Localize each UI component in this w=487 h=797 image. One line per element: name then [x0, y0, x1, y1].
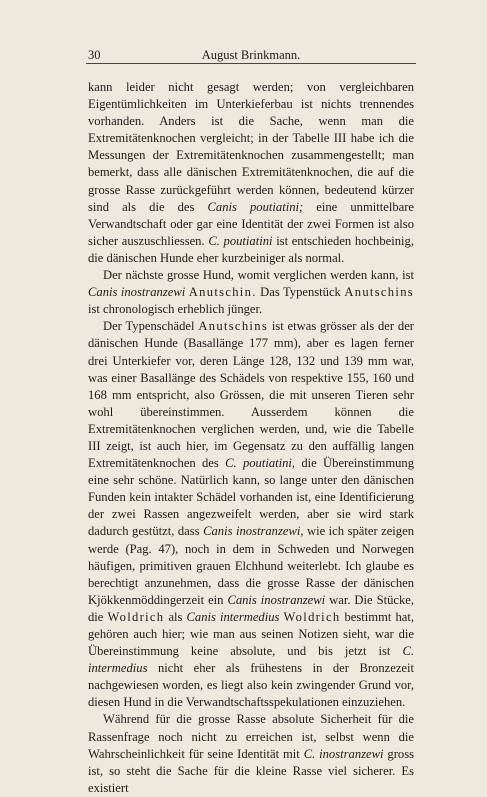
- text-run: die Übereinstimmung eine sehr schöne. Natürlich kann, so lange unter den dänischen Funden kein intakter Schädel vorhanden ist, eine Identificierung der zwei Rassen angezweifelt werden, aber sie wird stark dadurch gestützt, dass: [88, 456, 415, 539]
- text-run: ist entschieden hochbeinig, die dänischen Hunde eher kurzbeiniger als normal.: [88, 233, 414, 265]
- page-number: 30: [88, 48, 101, 62]
- paragraph-1: [88, 79, 414, 267]
- species-name: Canis intermedius: [186, 609, 280, 624]
- species-name: C. poutiatini: [208, 233, 273, 248]
- paragraph-2: [88, 267, 414, 318]
- paragraph-4: [88, 711, 414, 796]
- author-name: Woldrich: [283, 609, 341, 624]
- text-run: war. Die Stücke, die: [88, 592, 415, 624]
- text-run: gross ist, so steht die Sache für die kleine Rasse viel sicherer. Es existiert: [88, 746, 414, 795]
- text-run: wie ich später zeigen werde (Pag. 47), noch in dem in Schweden und Norwegen häufigen, primitiven grauen Elchhund weiterlebt. Ich glaube es berechtigt anzunehmen, dass die grosse Rasse der dänischen Kjökkenmöddingerzeit ein: [88, 524, 414, 607]
- author-name: Anutschin.: [188, 285, 257, 300]
- paragraph-3: [88, 318, 414, 711]
- author-name: Anutschins: [198, 319, 269, 334]
- text-run: Das Typenstück: [256, 285, 345, 300]
- running-header: [86, 47, 416, 64]
- species-name: Canis poutiatini;: [207, 199, 304, 214]
- text-run: Der Typenschädel: [103, 319, 199, 334]
- text-run: als: [164, 609, 187, 624]
- text-run: nicht eher als frühestens in der Bronzezeit nachgewiesen worden, es liegt also kein zwingender Grund vor, diesen Hund in die Verwandtschaftsspekulationen einzuziehen.: [88, 661, 414, 710]
- author-name: Anutschins: [344, 285, 414, 300]
- text-run: ist etwas grösser als der der dänischen Hunde (Basallänge 177 mm), aber es lagen ferner drei Unterkiefer vor, deren Länge 128, 132 und 139 mm war, was einer Basallänge des Schädels von respektive 155, 160 und 168 mm entspricht, also Grössen, die mit unseren Tieren sehr wohl übereinstimmen. Ausserdem können die Extremitätenknochen verglichen werden, und, wie die Tabelle III zeigt, ist auch hier, im Gegensatz zu den auffällig langen Extremitätenknochen des: [88, 319, 414, 471]
- species-name: C. intermedius: [88, 644, 414, 676]
- species-name: Canis inostranzewi: [88, 285, 186, 300]
- text-run: ist chronologisch erheblich jünger.: [88, 302, 263, 317]
- species-name: Canis inostranzewi,: [203, 524, 304, 539]
- species-name: Canis inostranzewi: [227, 592, 326, 607]
- species-name: C. inostranzewi: [303, 746, 384, 761]
- text-run: eine unmittelbare Verwandtschaft oder gar eine Identität der zwei Formen ist also sicher auszuschliessen.: [88, 199, 415, 248]
- author-name: Woldrich: [107, 609, 165, 624]
- text-run: kann leider nicht gesagt werden; von vergleichbaren Eigentümlichkeiten im Unterkieferbau ist nichts trennendes vorhanden. Anders ist die Sache, wenn man die Extremitätenknochen vergleicht; in der Tabelle III habe ich die Messungen der Extremitätenknochen zusammengestellt; man bemerkt, dass alle dänischen Extremitätenknochen, die auf die grosse Rasse zurückgeführt werden können, bedeutend kürzer sind als die des: [88, 80, 414, 214]
- body-text: [88, 79, 414, 797]
- text-run: Während für die grosse Rasse absolute Sicherheit für die Rassenfrage noch nicht zu erreichen ist, selbst wenn die Wahrscheinlichkeit für seine Identität mit: [88, 712, 414, 761]
- species-name: C. poutiatini,: [225, 456, 296, 471]
- text-run: bestimmt hat, gehören auch hier; wie man aus seinen Notizen sieht, war die Übereinstimmung keine absolute, und bis jetzt ist: [88, 609, 414, 659]
- text-run: Der nächste grosse Hund, womit verglichen werden kann, ist: [103, 268, 414, 283]
- running-title: August Brinkmann.: [201, 48, 301, 62]
